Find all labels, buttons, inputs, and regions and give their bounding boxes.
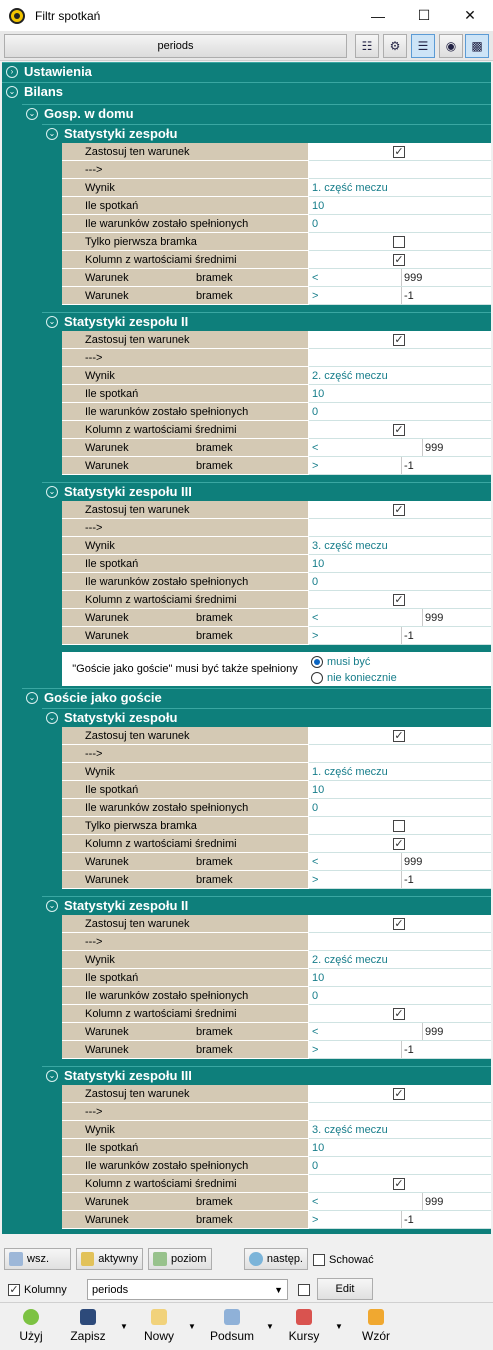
row-label: Warunek bramek	[62, 853, 308, 871]
hierarchy-icon[interactable]: ☷	[355, 34, 379, 58]
columns-label: Kolumny	[24, 1284, 67, 1296]
row-label: Ile warunków zostało spełnionych	[62, 573, 308, 591]
checkbox[interactable]: ✓	[394, 1178, 404, 1190]
active-button[interactable]: aktywny	[76, 1248, 143, 1270]
table-row	[62, 817, 491, 835]
minimize-button[interactable]: —	[371, 7, 385, 24]
bramek-label: bramek	[196, 856, 233, 868]
checkbox[interactable]: ✓	[394, 838, 404, 850]
operator: >	[312, 459, 319, 472]
checkbox[interactable]: ✓	[394, 146, 404, 158]
group-panel	[62, 1085, 491, 1229]
row-value[interactable]	[309, 457, 491, 475]
row-label: Kolumn z wartościami średnimi	[62, 1175, 308, 1193]
table-row	[62, 835, 491, 853]
threshold-value[interactable]: 999	[422, 439, 443, 456]
table-row	[62, 573, 491, 591]
threshold-value[interactable]: -1	[401, 1211, 414, 1228]
bramek-label: bramek	[196, 1196, 233, 1208]
row-label: --->	[62, 161, 308, 179]
table-row	[62, 853, 491, 871]
table-row	[62, 609, 491, 627]
row-value[interactable]: 3. część meczu	[309, 1121, 491, 1139]
operator: <	[312, 1195, 319, 1208]
summary-icon	[224, 1309, 240, 1325]
row-label: Zastosuj ten warunek	[62, 331, 308, 349]
level-button[interactable]: poziom	[148, 1248, 212, 1270]
row-value[interactable]	[309, 1023, 491, 1041]
section-ustawienia[interactable]: › Ustawienia	[2, 62, 491, 80]
title-bar	[0, 0, 493, 31]
section-bilans[interactable]: ⌄ Bilans	[2, 82, 491, 100]
row-label: Tylko pierwsza bramka	[62, 817, 308, 835]
row-value[interactable]	[309, 1005, 491, 1023]
row-label: Wynik	[62, 763, 308, 781]
row-label: Kolumn z wartościami średnimi	[62, 1005, 308, 1023]
row-label: --->	[62, 933, 308, 951]
row-value[interactable]: 10	[309, 197, 491, 215]
row-label: Wynik	[62, 367, 308, 385]
row-value[interactable]: 1. część meczu	[309, 763, 491, 781]
must-be-met-label: "Goście jako goście" musi być także spełniony	[62, 652, 308, 686]
row-label: Wynik	[62, 179, 308, 197]
bramek-label: bramek	[196, 1026, 233, 1038]
table-row	[62, 385, 491, 403]
template-icon	[368, 1309, 384, 1325]
threshold-value[interactable]: -1	[401, 1041, 414, 1058]
threshold-value[interactable]: 999	[422, 609, 443, 626]
threshold-value[interactable]: -1	[401, 871, 414, 888]
row-label: Warunek bramek	[62, 1193, 308, 1211]
odds-dropdown-icon[interactable]: ▼	[335, 1322, 343, 1331]
row-label: Warunek bramek	[62, 287, 308, 305]
must-be-met-row	[62, 652, 491, 686]
checkbox[interactable]: ✓	[394, 1088, 404, 1100]
row-label: Kolumn z wartościami średnimi	[62, 591, 308, 609]
row-value[interactable]: 0	[309, 1157, 491, 1175]
row-label: Ile warunków zostało spełnionych	[62, 987, 308, 1005]
row-value[interactable]	[309, 161, 491, 179]
new-icon	[151, 1309, 167, 1325]
threshold-value[interactable]: 999	[401, 269, 422, 286]
group-header[interactable]: ⌄ Statystyki zespołu II	[42, 896, 491, 914]
filter-icon	[9, 1252, 23, 1266]
table-row	[62, 197, 491, 215]
table-row	[62, 1041, 491, 1059]
table-row	[62, 969, 491, 987]
row-value[interactable]	[309, 1193, 491, 1211]
row-value[interactable]: 2. część meczu	[309, 951, 491, 969]
row-value[interactable]	[309, 817, 491, 835]
table-row	[62, 215, 491, 233]
row-label: Kolumn z wartościami średnimi	[62, 421, 308, 439]
edit-checkbox[interactable]	[298, 1284, 310, 1296]
row-label: Ile warunków zostało spełnionych	[62, 215, 308, 233]
radio-not-necessary[interactable]: nie koniecznie	[311, 670, 397, 685]
columns-checkbox[interactable]: ✓	[9, 1284, 19, 1296]
bramek-label: bramek	[196, 1044, 233, 1056]
operator: <	[312, 855, 319, 868]
row-value[interactable]	[309, 1103, 491, 1121]
row-value[interactable]	[309, 727, 491, 745]
odds-icon	[296, 1309, 312, 1325]
group-panel	[62, 501, 491, 645]
table-row	[62, 1139, 491, 1157]
hide-checkbox[interactable]	[313, 1254, 325, 1266]
row-label: Ile spotkań	[62, 781, 308, 799]
row-value[interactable]: 2. część meczu	[309, 367, 491, 385]
row-label: Warunek bramek	[62, 457, 308, 475]
row-value[interactable]	[309, 1175, 491, 1193]
threshold-value[interactable]: 999	[401, 853, 422, 870]
row-value[interactable]	[309, 609, 491, 627]
radio-dot[interactable]	[311, 672, 323, 684]
row-label: Wynik	[62, 951, 308, 969]
row-value[interactable]: 10	[309, 385, 491, 403]
odds-button[interactable]: Kursy	[288, 1309, 320, 1349]
level-icon	[153, 1252, 167, 1266]
table-row	[62, 1193, 491, 1211]
table-row	[62, 537, 491, 555]
row-label: Ile spotkań	[62, 969, 308, 987]
table-row	[62, 161, 491, 179]
table-row	[62, 799, 491, 817]
new-button[interactable]: Nowy	[142, 1309, 176, 1349]
row-value[interactable]	[309, 1041, 491, 1059]
row-label: --->	[62, 519, 308, 537]
checkbox[interactable]: ✓	[394, 424, 404, 436]
row-label: Warunek bramek	[62, 627, 308, 645]
row-value[interactable]	[309, 871, 491, 889]
row-value[interactable]	[309, 933, 491, 951]
edit-button[interactable]: Edit	[317, 1278, 373, 1300]
table-row	[62, 1157, 491, 1175]
table-row	[62, 1023, 491, 1041]
checkbox[interactable]: ✓	[394, 504, 404, 516]
table-row	[62, 269, 491, 287]
bramek-label: bramek	[196, 460, 233, 472]
row-value[interactable]: 0	[309, 573, 491, 591]
toolbar	[0, 31, 493, 61]
next-button[interactable]: następ.	[244, 1248, 308, 1270]
table-row	[62, 287, 491, 305]
bramek-label: bramek	[196, 612, 233, 624]
table-row	[62, 251, 491, 269]
checkbox[interactable]: ✓	[394, 334, 404, 346]
table-row	[62, 1005, 491, 1023]
group-panel	[62, 915, 491, 1059]
row-value[interactable]: 10	[309, 555, 491, 573]
floppy-icon	[80, 1309, 96, 1325]
row-label: Wynik	[62, 537, 308, 555]
group-header[interactable]: ⌄ Statystyki zespołu III	[42, 482, 491, 500]
row-label: Zastosuj ten warunek	[62, 915, 308, 933]
group-header[interactable]: ⌄ Statystyki zespołu III	[42, 1066, 491, 1084]
row-value[interactable]	[309, 251, 491, 269]
operator: <	[312, 441, 319, 454]
threshold-value[interactable]: 999	[422, 1023, 443, 1040]
table-row	[62, 233, 491, 251]
close-button[interactable]: ✕	[464, 7, 476, 23]
check-icon	[81, 1252, 94, 1266]
table-row	[62, 987, 491, 1005]
table-row	[62, 933, 491, 951]
bramek-label: bramek	[196, 442, 233, 454]
threshold-value[interactable]: -1	[401, 287, 414, 304]
collapse-icon[interactable]: ⌄	[26, 108, 38, 120]
row-value[interactable]: 10	[309, 969, 491, 987]
row-value[interactable]	[309, 501, 491, 519]
bramek-label: bramek	[196, 272, 233, 284]
operator: <	[312, 611, 319, 624]
row-value[interactable]: 0	[309, 215, 491, 233]
collapse-icon[interactable]: ⌄	[46, 1070, 58, 1082]
collapse-icon[interactable]: ⌄	[26, 692, 38, 704]
table-row	[62, 1175, 491, 1193]
row-value[interactable]	[309, 421, 491, 439]
summary-button[interactable]: Podsum	[208, 1309, 256, 1349]
checkbox[interactable]	[393, 236, 405, 248]
row-value[interactable]: 3. część meczu	[309, 537, 491, 555]
filter-tree	[2, 62, 491, 1234]
group-header[interactable]: ⌄ Statystyki zespołu	[42, 708, 491, 726]
maximize-button[interactable]: ☐	[417, 7, 431, 23]
binoculars-icon[interactable]: ◉	[439, 34, 463, 58]
row-label: Ile spotkań	[62, 1139, 308, 1157]
row-value[interactable]: 10	[309, 781, 491, 799]
row-value[interactable]	[309, 287, 491, 305]
save-dropdown-icon[interactable]: ▼	[120, 1322, 128, 1331]
row-value[interactable]	[309, 349, 491, 367]
check-icon	[23, 1309, 39, 1325]
row-value[interactable]: 10	[309, 1139, 491, 1157]
radio-dot[interactable]	[311, 656, 323, 668]
chevron-down-icon: ▼	[274, 1284, 283, 1295]
table-row	[62, 951, 491, 969]
row-value[interactable]	[309, 853, 491, 871]
row-label: Zastosuj ten warunek	[62, 501, 308, 519]
table-row	[62, 627, 491, 645]
bramek-label: bramek	[196, 290, 233, 302]
checkbox[interactable]: ✓	[394, 594, 404, 606]
group-panel	[62, 331, 491, 475]
table-row	[62, 1211, 491, 1229]
table-row	[62, 745, 491, 763]
table-row	[62, 403, 491, 421]
row-label: Warunek bramek	[62, 871, 308, 889]
row-value[interactable]	[309, 519, 491, 537]
table-row	[62, 781, 491, 799]
operator: >	[312, 1043, 319, 1056]
table-row	[62, 591, 491, 609]
row-label: Warunek bramek	[62, 1041, 308, 1059]
table-row	[62, 519, 491, 537]
radio-must-be[interactable]: musi być	[311, 654, 370, 669]
operator: <	[312, 1025, 319, 1038]
table-row	[62, 367, 491, 385]
collapse-icon[interactable]: ⌄	[46, 900, 58, 912]
group-panel	[62, 727, 491, 889]
table-row	[62, 439, 491, 457]
row-label: --->	[62, 745, 308, 763]
row-label: Warunek bramek	[62, 1023, 308, 1041]
row-label: --->	[62, 1103, 308, 1121]
checkbox[interactable]: ✓	[394, 254, 404, 266]
save-button[interactable]: Zapisz	[70, 1309, 106, 1349]
collapse-icon[interactable]: ⌄	[46, 128, 58, 140]
row-label: Wynik	[62, 1121, 308, 1139]
row-value[interactable]	[309, 835, 491, 853]
expand-icon[interactable]: ›	[6, 66, 18, 78]
collapse-icon[interactable]: ⌄	[46, 486, 58, 498]
row-label: Warunek bramek	[62, 1211, 308, 1229]
threshold-value[interactable]: -1	[401, 627, 414, 644]
row-value[interactable]	[309, 269, 491, 287]
all-button[interactable]: wsz.	[4, 1248, 71, 1270]
row-value[interactable]: 1. część meczu	[309, 179, 491, 197]
row-value[interactable]	[309, 233, 491, 251]
row-label: Ile spotkań	[62, 385, 308, 403]
new-dropdown-icon[interactable]: ▼	[188, 1322, 196, 1331]
operator: >	[312, 629, 319, 642]
table-row	[62, 349, 491, 367]
table-row	[62, 871, 491, 889]
bramek-label: bramek	[196, 874, 233, 886]
checkbox[interactable]: ✓	[394, 918, 404, 930]
bramek-label: bramek	[196, 630, 233, 642]
table-row	[62, 1085, 491, 1103]
row-value[interactable]: 0	[309, 987, 491, 1005]
group-panel	[62, 143, 491, 305]
row-label: Kolumn z wartościami średnimi	[62, 835, 308, 853]
collapse-icon[interactable]: ⌄	[6, 86, 18, 98]
row-label: Warunek bramek	[62, 269, 308, 287]
checkbox[interactable]: ✓	[394, 1008, 404, 1020]
bar-chart-icon[interactable]: ▩	[465, 34, 489, 58]
row-label: Kolumn z wartościami średnimi	[62, 251, 308, 269]
row-value[interactable]: 0	[309, 799, 491, 817]
row-label: Ile warunków zostało spełnionych	[62, 403, 308, 421]
row-value[interactable]	[309, 331, 491, 349]
operator: >	[312, 873, 319, 886]
row-label: Zastosuj ten warunek	[62, 143, 308, 161]
group-header[interactable]: ⌄ Statystyki zespołu II	[42, 312, 491, 330]
row-label: Warunek bramek	[62, 609, 308, 627]
bramek-label: bramek	[196, 1214, 233, 1226]
table-row	[62, 1121, 491, 1139]
row-value[interactable]	[309, 915, 491, 933]
row-label: Zastosuj ten warunek	[62, 1085, 308, 1103]
settings-icon[interactable]: ⚙	[383, 34, 407, 58]
summary-dropdown-icon[interactable]: ▼	[266, 1322, 274, 1331]
table-row	[62, 331, 491, 349]
row-label: Ile warunków zostało spełnionych	[62, 799, 308, 817]
table-row	[62, 915, 491, 933]
checkbox[interactable]	[393, 820, 405, 832]
table-row	[62, 179, 491, 197]
threshold-value[interactable]: -1	[401, 457, 414, 474]
table-row	[62, 727, 491, 745]
row-label: --->	[62, 349, 308, 367]
periods-button[interactable]: periods	[4, 34, 347, 58]
table-row	[62, 143, 491, 161]
row-value[interactable]	[309, 1211, 491, 1229]
hide-label: Schować	[329, 1254, 374, 1266]
table-row	[62, 555, 491, 573]
app-icon	[9, 8, 25, 24]
table-row	[62, 457, 491, 475]
row-value[interactable]: 0	[309, 403, 491, 421]
row-value[interactable]	[309, 1085, 491, 1103]
table-row	[62, 763, 491, 781]
table-row	[62, 421, 491, 439]
next-icon	[249, 1252, 263, 1266]
template-button[interactable]: Wzór	[360, 1309, 392, 1349]
collapse-icon[interactable]: ⌄	[46, 712, 58, 724]
window-title: Filtr spotkań	[35, 8, 101, 23]
row-label: Zastosuj ten warunek	[62, 727, 308, 745]
row-label: Ile spotkań	[62, 197, 308, 215]
row-label: Warunek bramek	[62, 439, 308, 457]
group-header[interactable]: ⌄ Statystyki zespołu	[42, 124, 491, 142]
row-value[interactable]	[309, 627, 491, 645]
collapse-icon[interactable]: ⌄	[46, 316, 58, 328]
row-value[interactable]	[309, 591, 491, 609]
row-value[interactable]	[309, 439, 491, 457]
row-label: Ile warunków zostało spełnionych	[62, 1157, 308, 1175]
checkbox[interactable]: ✓	[394, 730, 404, 742]
row-value[interactable]	[309, 745, 491, 763]
row-label: Ile spotkań	[62, 555, 308, 573]
row-value[interactable]	[309, 143, 491, 161]
tree-icon[interactable]: ☰	[411, 34, 435, 58]
table-row	[62, 501, 491, 519]
threshold-value[interactable]: 999	[422, 1193, 443, 1210]
operator: <	[312, 271, 319, 284]
operator: >	[312, 289, 319, 302]
operator: >	[312, 1213, 319, 1226]
table-row	[62, 1103, 491, 1121]
section-goscie[interactable]: ⌄ Goście jako goście	[22, 688, 491, 706]
section-gosp[interactable]: ⌄ Gosp. w domu	[22, 104, 491, 122]
row-label: Tylko pierwsza bramka	[62, 233, 308, 251]
use-button[interactable]: Użyj	[16, 1309, 46, 1349]
columns-select[interactable]: periods ▼	[87, 1279, 288, 1300]
